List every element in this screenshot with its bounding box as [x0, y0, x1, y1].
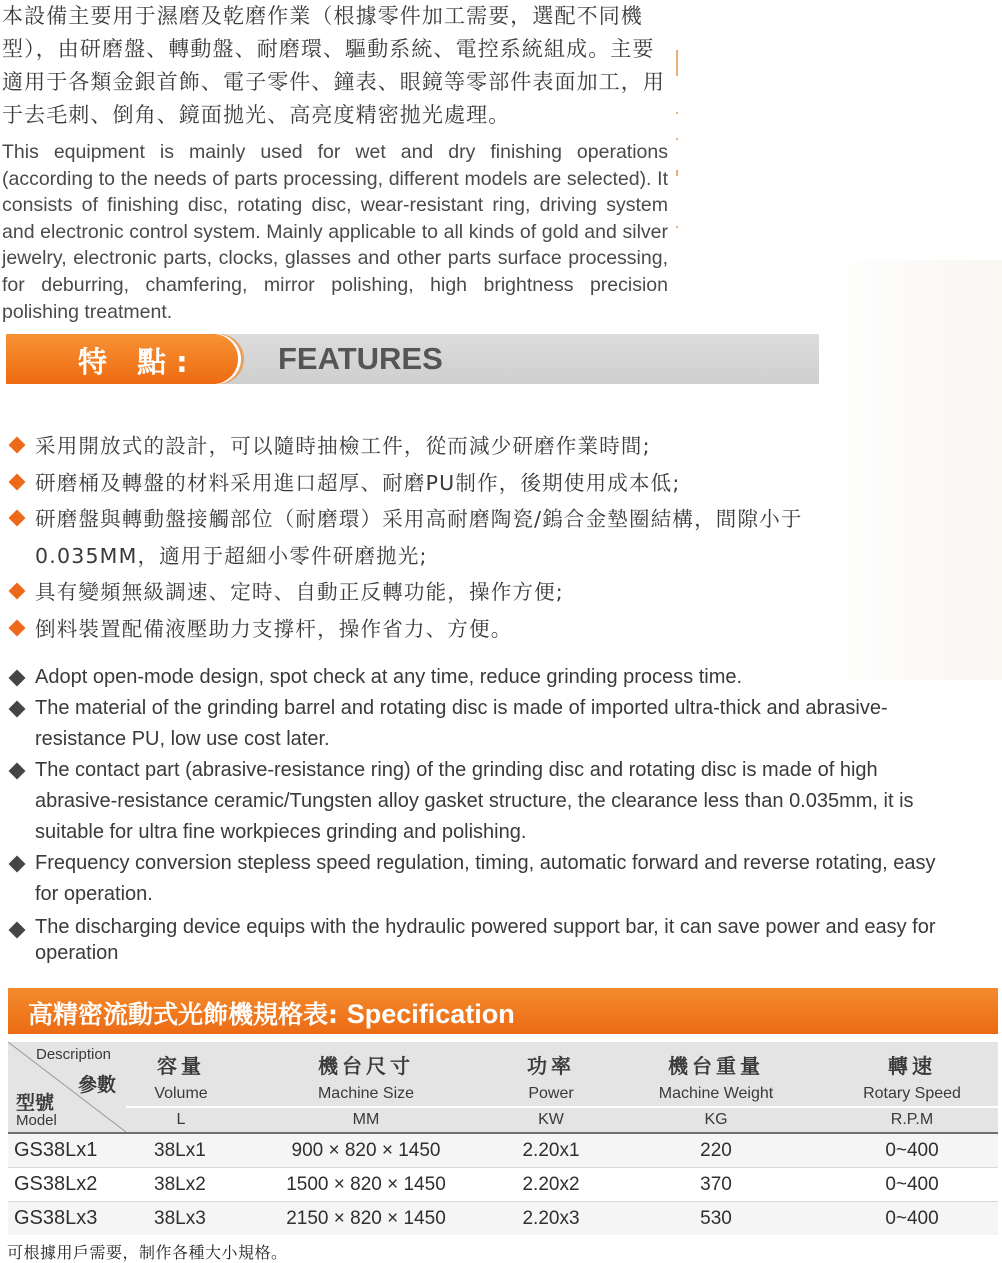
column-header-rotary-speed: 轉速 Rotary Speed R.P.M	[826, 1042, 998, 1133]
table-row	[8, 1133, 998, 1168]
cell-power: 2.20x1	[496, 1133, 606, 1168]
cell-model: GS38Lx3	[8, 1202, 126, 1236]
spec-title-bar	[8, 988, 998, 1034]
feature-item-cn: 采用開放式的設計，可以隨時抽檢工件，從而減少研磨作業時間;	[8, 428, 948, 465]
cell-model: GS38Lx1	[8, 1133, 126, 1168]
cell-model: GS38Lx2	[8, 1168, 126, 1202]
dark-diamond-bullet-icon	[9, 670, 26, 687]
features-title-chinese: 特 點:	[78, 345, 198, 379]
cell-rotary-speed: 0~400	[826, 1168, 998, 1202]
cell-machine-weight: 370	[606, 1168, 826, 1202]
orange-diamond-bullet-icon	[9, 510, 26, 527]
cell-power: 2.20x3	[496, 1202, 606, 1236]
features-list-english	[8, 662, 948, 966]
spec-table	[8, 1042, 998, 1235]
corner-model-label-en: Model	[16, 1112, 57, 1129]
cell-machine-size: 1500 × 820 × 1450	[236, 1168, 496, 1202]
feature-item-cn: 具有變頻無級調速、定時、自動正反轉功能，操作方便;	[8, 574, 948, 611]
spec-title-chinese: 高精密流動式光飾機規格表:	[28, 1000, 338, 1029]
dark-diamond-bullet-icon	[9, 856, 26, 873]
features-header-grey-band	[176, 334, 819, 384]
feature-item-en: Frequency conversion stepless speed regulation, timing, automatic forward and reverse rotating, easy for operation.	[8, 848, 948, 910]
features-header-orange-pill	[6, 334, 238, 384]
feature-item-en: The material of the grinding barrel and rotating disc is made of imported ultra-thick and abrasive-resistance PU, low use cost later.	[8, 693, 948, 755]
dark-diamond-bullet-icon	[9, 763, 26, 780]
cell-volume: 38Lx1	[126, 1133, 236, 1168]
dark-diamond-bullet-icon	[9, 701, 26, 718]
features-list-chinese	[8, 428, 948, 647]
feature-item-cn: 倒料裝置配備液壓助力支撐杆，操作省力、方便。	[8, 611, 948, 648]
table-row	[8, 1168, 998, 1202]
cell-machine-weight: 220	[606, 1133, 826, 1168]
cell-rotary-speed: 0~400	[826, 1133, 998, 1168]
features-title-english: FEATURES	[278, 341, 443, 376]
decorative-orange-ticks	[676, 40, 680, 240]
corner-description-label: Description	[36, 1046, 112, 1063]
feature-item-en: Adopt open-mode design, spot check at any time, reduce grinding process time.	[8, 662, 948, 693]
table-corner-header	[8, 1042, 126, 1133]
features-header-bar	[6, 334, 819, 384]
feature-item-cn: 研磨盤與轉動盤接觸部位（耐磨環）采用高耐磨陶瓷/鎢合金墊圈結構，間隙小于0.035MM，適用于超細小零件研磨拋光;	[8, 501, 805, 574]
orange-diamond-bullet-icon	[9, 583, 26, 600]
spec-title	[28, 995, 515, 1031]
table-row	[8, 1202, 998, 1236]
cell-machine-size: 2150 × 820 × 1450	[236, 1202, 496, 1236]
column-header-machine-size: 機台尺寸 Machine Size MM	[236, 1042, 496, 1133]
column-header-power: 功率 Power KW	[496, 1042, 606, 1133]
orange-diamond-bullet-icon	[9, 619, 26, 636]
spec-title-english: Specification	[346, 999, 515, 1029]
orange-diamond-bullet-icon	[9, 473, 26, 490]
orange-diamond-bullet-icon	[9, 437, 26, 454]
dark-diamond-bullet-icon	[9, 922, 26, 939]
spec-footnote: 可根據用戶需要，制作各種大小規格。	[7, 1243, 288, 1262]
intro-english: This equipment is mainly used for wet and dry finishing operations (according to the needs of parts processing, different models are selected). It consists of finishing disc, rotating disc, wear-resistant ring, driving system and electronic control system. Mainly applicable to all kinds of gold and silver jewelry, electronic parts, clocks, glasses and other parts surface processing, for deburring, chamfering, mirror polishing, high brightness precision polishing treatment.	[2, 141, 668, 323]
cell-rotary-speed: 0~400	[826, 1202, 998, 1236]
feature-item-cn: 研磨桶及轉盤的材料采用進口超厚、耐磨PU制作，後期使用成本低;	[8, 465, 948, 502]
cell-volume: 38Lx3	[126, 1202, 236, 1236]
cell-volume: 38Lx2	[126, 1168, 236, 1202]
corner-parameter-label: 參數	[78, 1074, 117, 1096]
cell-machine-weight: 530	[606, 1202, 826, 1236]
feature-item-en: The contact part (abrasive-resistance ring) of the grinding disc and rotating disc is made of high abrasive-resistance ceramic/Tungsten alloy gasket structure, the clearance less than 0.035mm, it is suitable for ultra fine workpieces grinding and polishing.	[8, 755, 948, 848]
corner-model-label-cn: 型號	[16, 1092, 55, 1114]
cell-machine-size: 900 × 820 × 1450	[236, 1133, 496, 1168]
cell-power: 2.20x2	[496, 1168, 606, 1202]
column-header-volume: 容量 Volume L	[126, 1042, 236, 1133]
intro-chinese: 本設備主要用于濕磨及乾磨作業（根據零件加工需要，選配不同機型），由研磨盤、轉動盤、耐磨環、驅動系統、電控系統組成。主要適用于各類金銀首飾、電子零件、鐘表、眼鏡等零部件表面加工，用于去毛刺、倒角、鏡面拋光、高亮度精密拋光處理。	[2, 4, 665, 127]
column-header-machine-weight: 機台重量 Machine Weight KG	[606, 1042, 826, 1133]
feature-item-en: The discharging device equips with the hydraulic powered support bar, it can save power and easy for operation	[8, 914, 948, 966]
